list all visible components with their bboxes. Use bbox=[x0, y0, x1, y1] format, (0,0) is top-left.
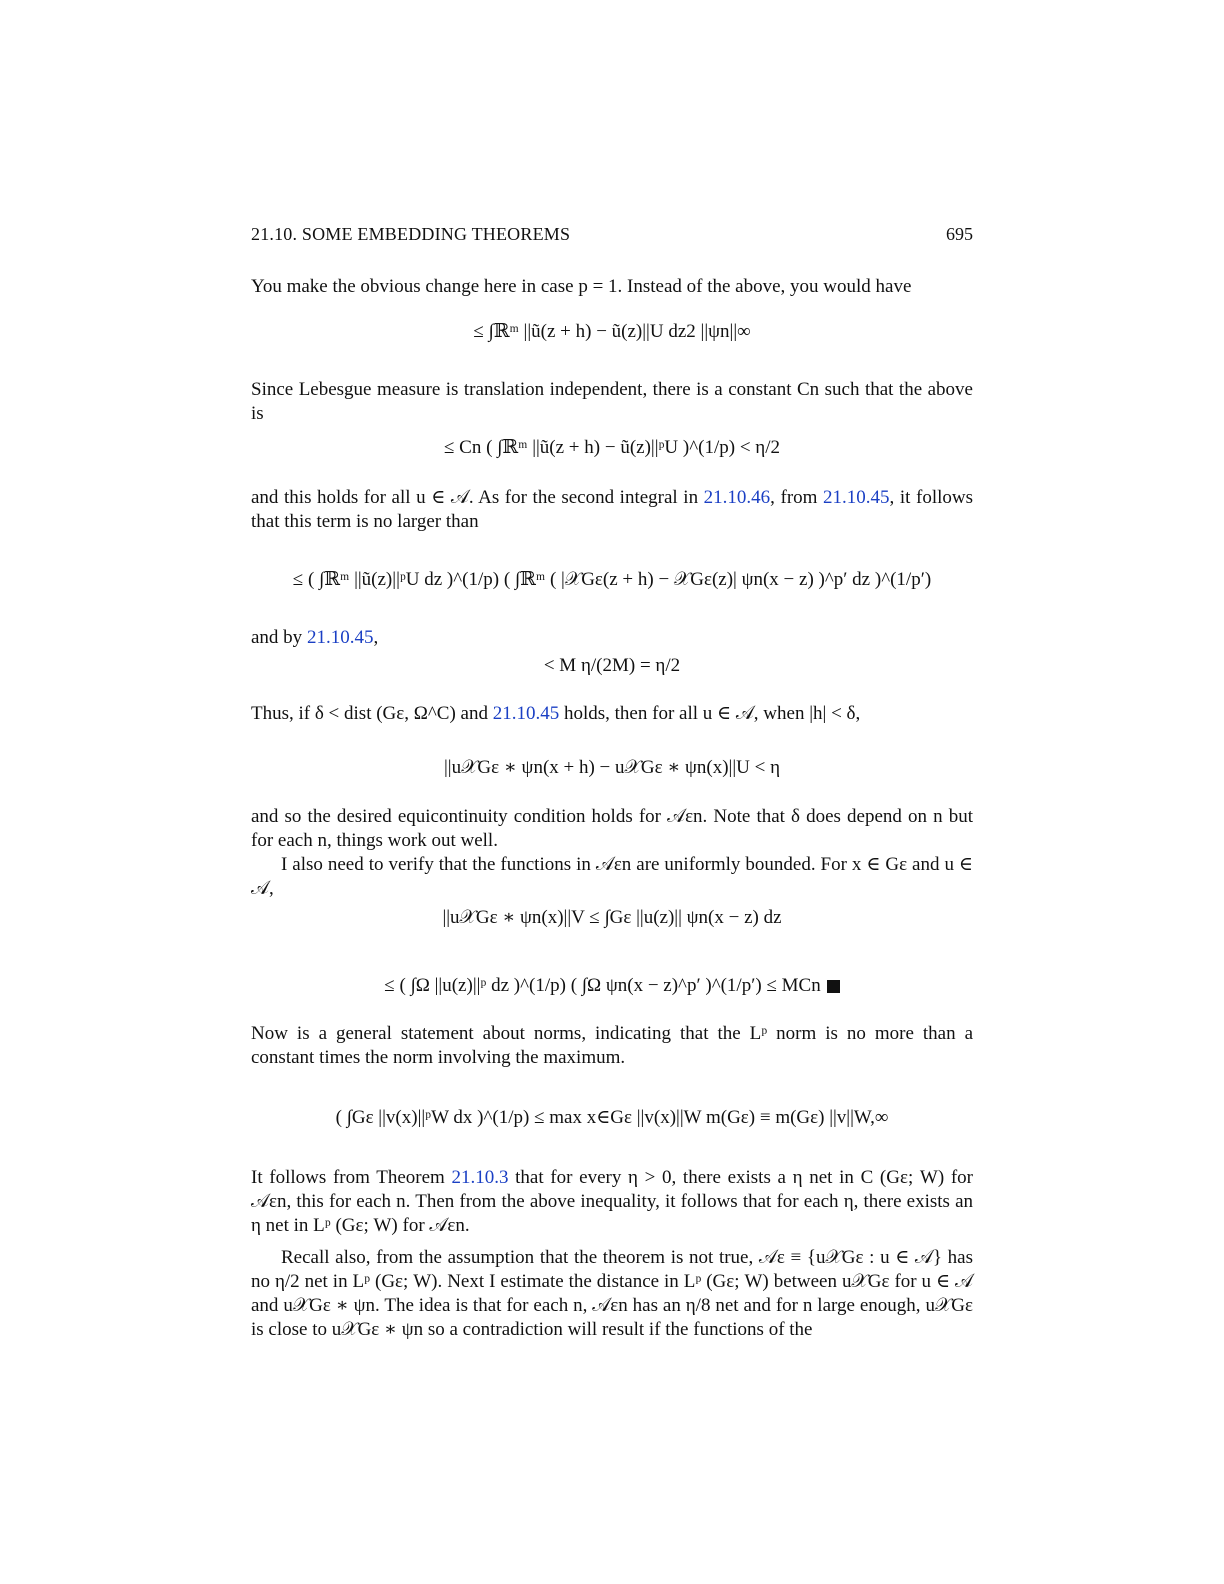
equation-3-text: ≤ ( ∫ℝᵐ ||ũ(z)||ᵖU dz )^(1/p) ( ∫ℝᵐ ( |𝒳Gε(z + h) − 𝒳Gε(z)| ψn(x − z) )^p′ dz )^(1/p′) bbox=[292, 569, 932, 590]
paragraph-norms: Now is a general statement about norms, indicating that the Lᵖ norm is no more than a constant times the norm involving the maximum. bbox=[251, 1023, 973, 1068]
paragraph-theorem-ref: It follows from Theorem 21.10.3 that for every η > 0, there exists a η net in C (Gε; W) for 𝒜εn, this for each n. Then from the above inequality, it follows that for each η, there exists an η net in Lᵖ (Gε; W) for 𝒜εn. bbox=[251, 1167, 973, 1236]
equation-1-text: ≤ ∫ℝᵐ ||ũ(z + h) − ũ(z)||U dz2 ||ψn||∞ bbox=[473, 321, 751, 342]
paragraph-second-integral: and this holds for all u ∈ 𝒜. As for the second integral in 21.10.46, from 21.10.45, it follows that this term is no larger than bbox=[251, 487, 974, 532]
equation-4-text: < M η/(2M) = η/2 bbox=[543, 655, 681, 676]
running-header bbox=[251, 222, 973, 246]
page-number: 695 bbox=[946, 224, 973, 244]
section-title: 21.10. SOME EMBEDDING THEOREMS bbox=[251, 224, 571, 244]
ref-21-10-45[interactable]: 21.10.45 bbox=[823, 487, 890, 508]
equation-4 bbox=[251, 654, 973, 678]
ref-theorem-21-10-3[interactable]: 21.10.3 bbox=[451, 1167, 509, 1188]
document-page bbox=[251, 0, 973, 1584]
paragraph-p-equals-1: You make the obvious change here in case p = 1. Instead of the above, you would have bbox=[251, 276, 912, 297]
equation-5-text: ||u𝒳Gε ∗ ψn(x + h) − u𝒳Gε ∗ ψn(x)||U < η bbox=[443, 757, 781, 778]
equation-1 bbox=[251, 320, 973, 344]
ref-21-10-45-c[interactable]: 21.10.45 bbox=[492, 703, 560, 724]
paragraph-recall: Recall also, from the assumption that the theorem is not true, 𝒜ε ≡ {u𝒳Gε : u ∈ 𝒜} has no η/2 net in Lᵖ (Gε; W). Next I estimate the distance in Lᵖ (Gε; W) between u𝒳Gε for u ∈ 𝒜 and u𝒳Gε ∗ ψn. The idea is that for each n, 𝒜εn has an η/8 net and for n large enough, u𝒳Gε is close to u𝒳Gε ∗ ψn so a contradiction will result if the functions of the bbox=[251, 1247, 973, 1340]
equation-5 bbox=[251, 756, 973, 780]
equation-7 bbox=[251, 974, 973, 998]
equation-2-text: ≤ Cn ( ∫ℝᵐ ||ũ(z + h) − ũ(z)||ᵖU )^(1/p) < η/2 bbox=[443, 437, 781, 458]
paragraph-uniformly-bounded: I also need to verify that the functions in 𝒜εn are uniformly bounded. For x ∈ Gε and u ∈ 𝒜, bbox=[251, 854, 973, 899]
ref-21-10-45-b[interactable]: 21.10.45 bbox=[306, 627, 374, 648]
qed-square bbox=[827, 980, 840, 993]
equation-2 bbox=[251, 436, 973, 460]
paragraph-thus: Thus, if δ < dist (Gε, Ω^C) and 21.10.45 holds, then for all u ∈ 𝒜, when |h| < δ, bbox=[251, 703, 861, 724]
equation-6-text: ||u𝒳Gε ∗ ψn(x)||V ≤ ∫Gε ||u(z)|| ψn(x − z) dz bbox=[442, 907, 782, 928]
equation-8-text: ( ∫Gε ||v(x)||ᵖW dx )^(1/p) ≤ max x∈Gε ||v(x)||W m(Gε) ≡ m(Gε) ||v||W,∞ bbox=[335, 1107, 889, 1128]
paragraph-lebesgue: Since Lebesgue measure is translation independent, there is a constant Cn such that the above is bbox=[251, 379, 973, 424]
equation-6 bbox=[251, 906, 973, 930]
equation-8 bbox=[251, 1106, 973, 1130]
paragraph-equicontinuity: and so the desired equicontinuity condition holds for 𝒜εn. Note that δ does depend on n but for each n, things work out well. bbox=[251, 806, 973, 851]
equation-3 bbox=[251, 568, 973, 592]
ref-21-10-46[interactable]: 21.10.46 bbox=[703, 487, 771, 508]
paragraph-and-by: and by 21.10.45, bbox=[251, 627, 379, 648]
equation-7-text: ≤ ( ∫Ω ||u(z)||ᵖ dz )^(1/p) ( ∫Ω ψn(x − z)^p′ )^(1/p′) ≤ MCn bbox=[384, 975, 821, 996]
